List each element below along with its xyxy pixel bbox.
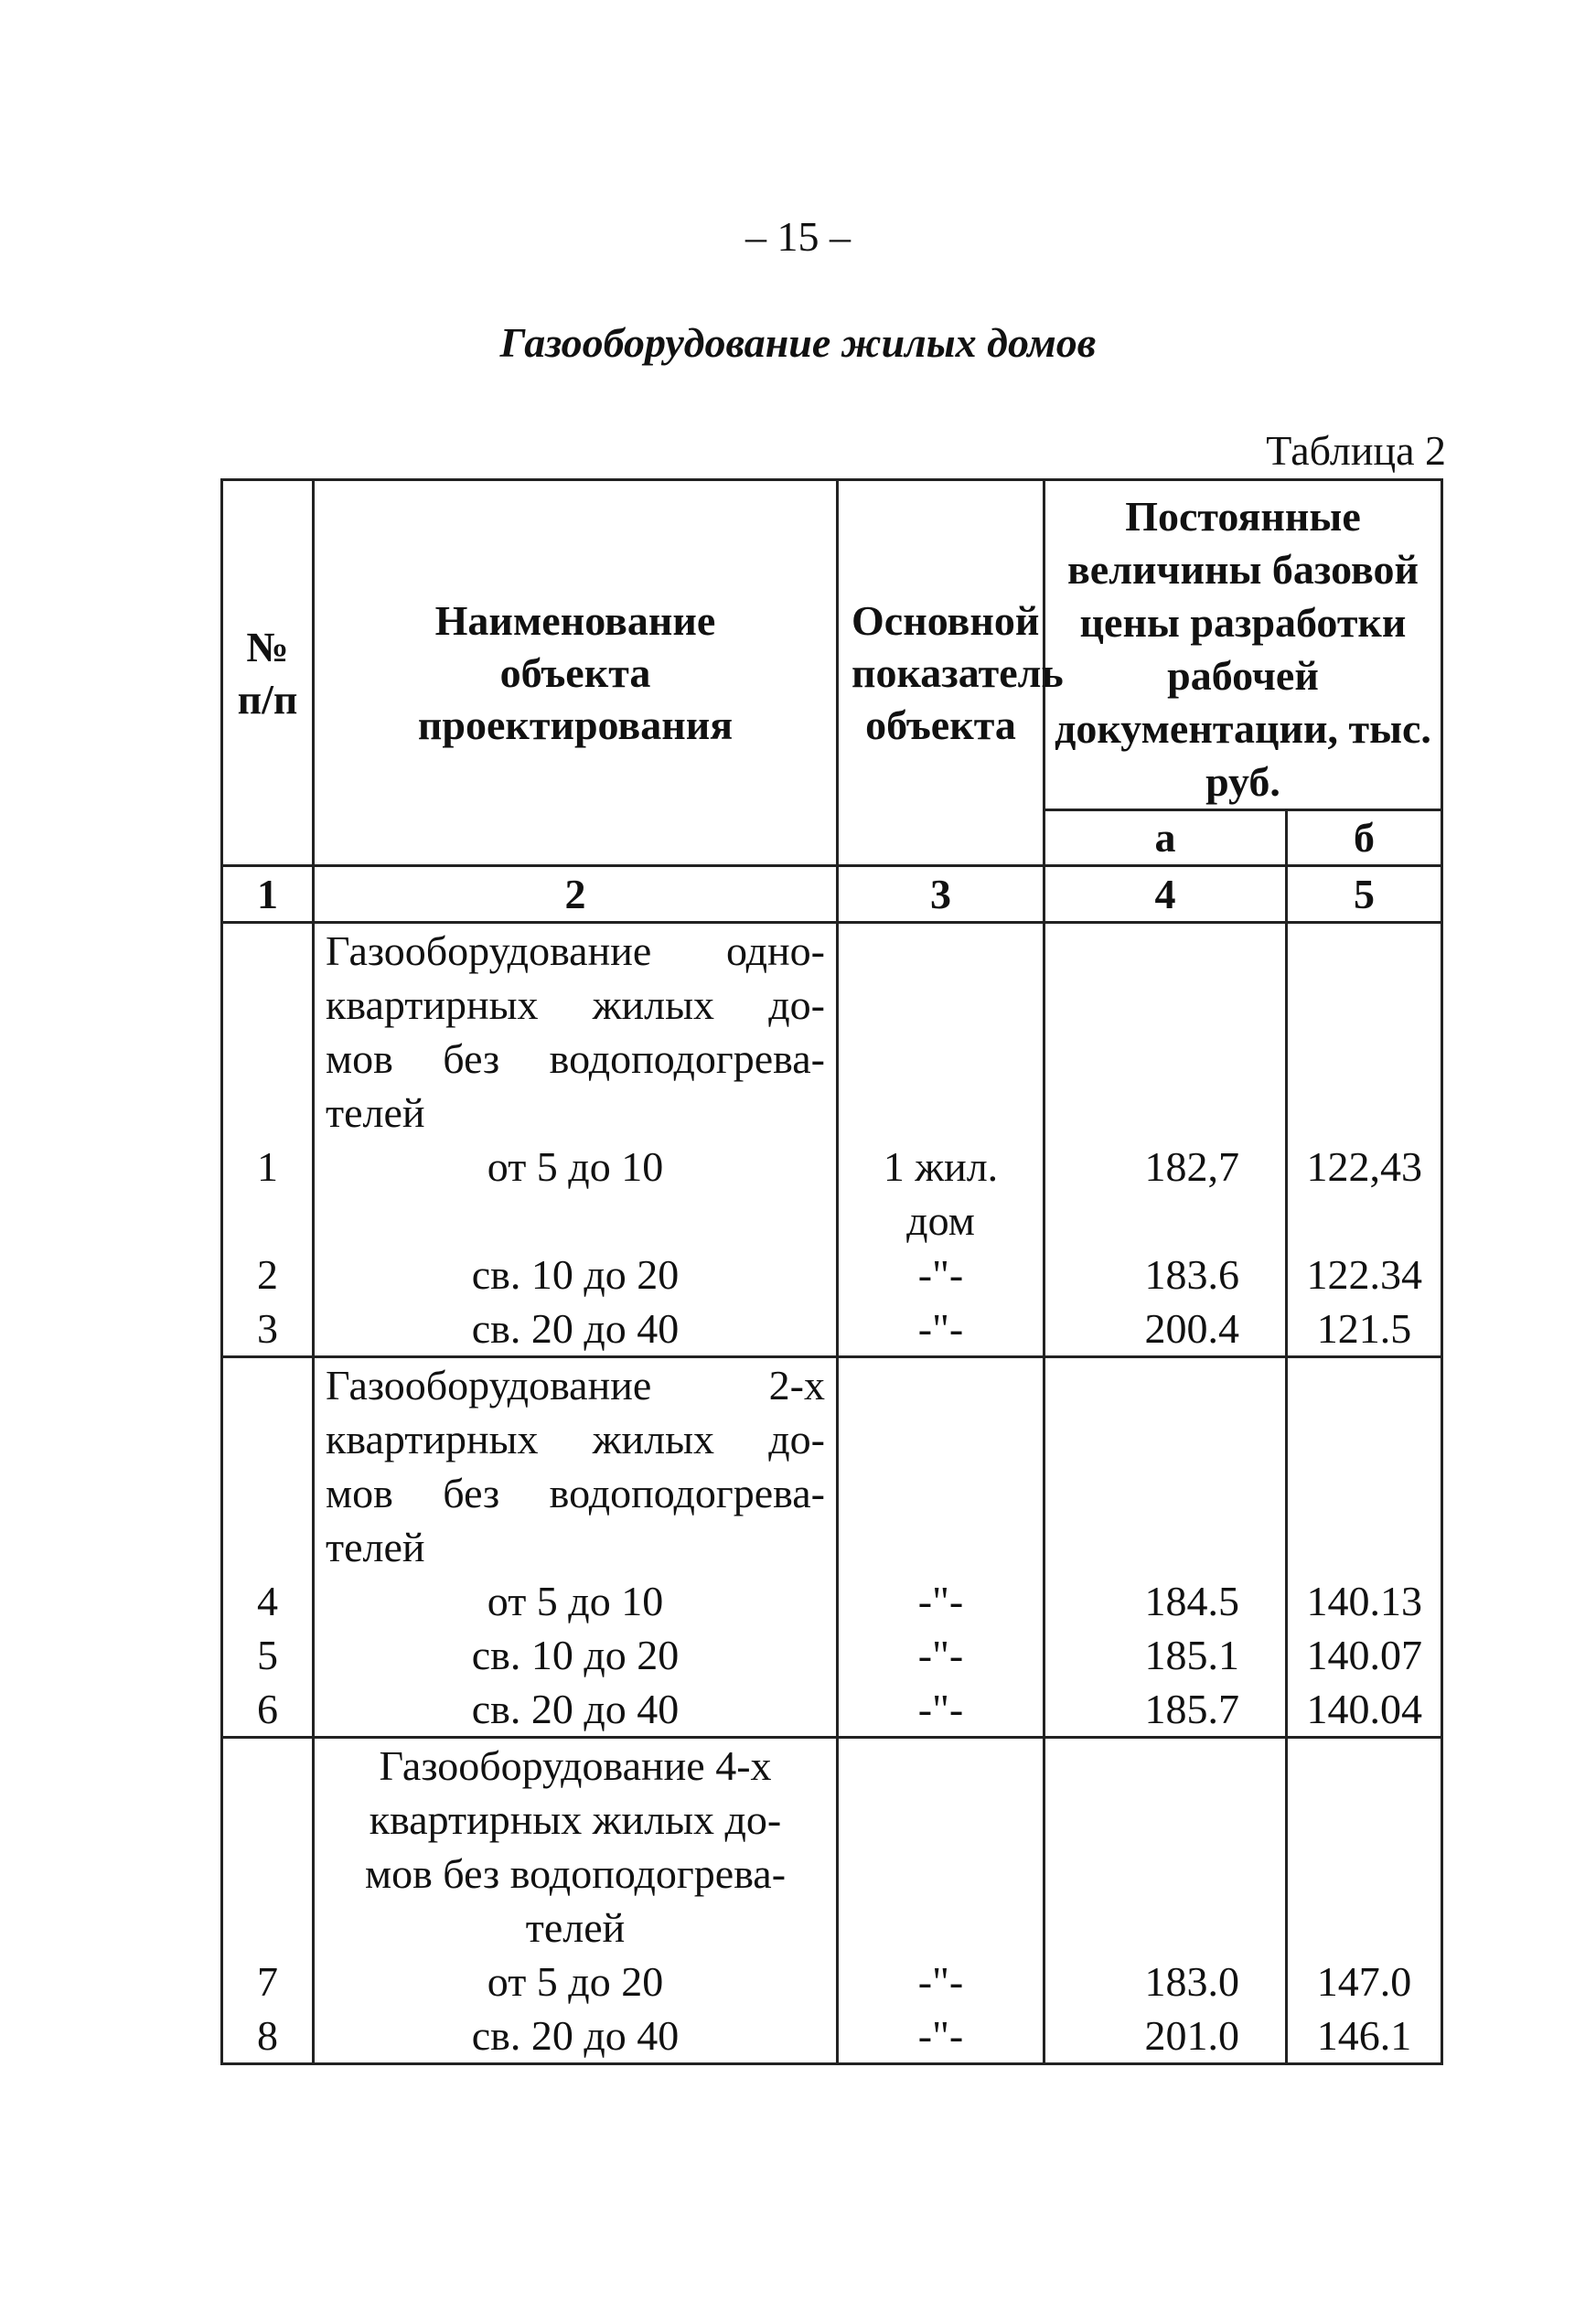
row-name: св. 20 до 40 (314, 1301, 838, 1357)
group-name-line: квартирных жилых до- (314, 978, 838, 1032)
table-row (222, 1248, 1442, 1301)
row-name: св. 10 до 20 (314, 1628, 838, 1682)
table-header (222, 480, 1442, 866)
row-number: 5 (222, 1628, 314, 1682)
row-value-a: 183.0 (1044, 1955, 1287, 2008)
page-number: – 15 – (745, 213, 851, 260)
table-row (222, 1628, 1442, 1682)
group-name-line: мов без водоподогрева- (314, 1466, 838, 1520)
row-indicator: -"- (838, 1682, 1044, 1738)
row-value-b: 121.5 (1287, 1301, 1442, 1357)
row-indicator: -"- (838, 1301, 1044, 1357)
row-number: 1 (222, 1140, 314, 1194)
group-name-line: Газооборудование одно- (314, 923, 838, 979)
group-heading-row (222, 1466, 1442, 1520)
header-sub-b: б (1287, 810, 1442, 866)
row-value-b: 146.1 (1287, 2008, 1442, 2064)
row-value-b: 140.07 (1287, 1628, 1442, 1682)
row-value-a: 184.5 (1044, 1574, 1287, 1628)
row-value-b: 122,43 (1287, 1140, 1442, 1194)
row-value-a: 185.1 (1044, 1628, 1287, 1682)
group-name-line: квартирных жилых до- (314, 1412, 838, 1466)
group-name-line: телей (314, 1901, 838, 1955)
group-heading-row (222, 923, 1442, 979)
group-name-line: мов без водоподогрева- (314, 1032, 838, 1086)
row-value-b: 122.34 (1287, 1248, 1442, 1301)
row-indicator: -"- (838, 2008, 1044, 2064)
row-indicator: -"- (838, 1955, 1044, 2008)
group-name-line: Газооборудование 4-х (314, 1738, 838, 1794)
group-name-line: квартирных жилых до- (314, 1793, 838, 1847)
column-number: 2 (314, 866, 838, 923)
page-title: Газооборудование жилых домов (499, 319, 1097, 366)
row-name: св. 20 до 40 (314, 1682, 838, 1738)
group-heading-row (222, 1520, 1442, 1574)
row-number: 3 (222, 1301, 314, 1357)
row-number: 8 (222, 2008, 314, 2064)
table-row (222, 1140, 1442, 1194)
row-name: от 5 до 20 (314, 1955, 838, 2008)
column-number: 3 (838, 866, 1044, 923)
row-value-a: 183.6 (1044, 1248, 1287, 1301)
group-heading-row (222, 1086, 1442, 1140)
row-value-b: 140.04 (1287, 1682, 1442, 1738)
header-sub-a: а (1044, 810, 1287, 866)
group-heading-row (222, 1793, 1442, 1847)
group-name-line: Газооборудование 2-х (314, 1357, 838, 1413)
group-heading-row (222, 1032, 1442, 1086)
table-row (222, 1955, 1442, 2008)
row-indicator: -"- (838, 1248, 1044, 1301)
column-numbers-row (222, 866, 1442, 923)
column-number: 1 (222, 866, 314, 923)
row-number: 6 (222, 1682, 314, 1738)
row-value-a: 185.7 (1044, 1682, 1287, 1738)
header-price: Постоянные величины базовой цены разработки рабочей документации, тыс. руб. (1044, 480, 1442, 810)
header-name: Наименование объекта проектирования (314, 480, 838, 866)
row-indicator-continuation: дом (838, 1194, 1044, 1248)
table-row (222, 1682, 1442, 1738)
table-row-continuation (222, 1194, 1442, 1248)
row-indicator: -"- (838, 1574, 1044, 1628)
group-heading-row (222, 1357, 1442, 1413)
column-number: 4 (1044, 866, 1287, 923)
row-value-a: 182,7 (1044, 1140, 1287, 1194)
row-number: 2 (222, 1248, 314, 1301)
row-indicator: -"- (838, 1628, 1044, 1682)
row-name: св. 20 до 40 (314, 2008, 838, 2064)
row-number: 7 (222, 1955, 314, 2008)
row-name: от 5 до 10 (314, 1574, 838, 1628)
table-row (222, 2008, 1442, 2064)
row-number: 4 (222, 1574, 314, 1628)
header-number: № п/п (222, 480, 314, 866)
group-heading-row (222, 1738, 1442, 1794)
group-heading-row (222, 978, 1442, 1032)
row-value-b: 147.0 (1287, 1955, 1442, 2008)
table-row (222, 1301, 1442, 1357)
group-name-line: телей (314, 1086, 838, 1140)
group-name-line: телей (314, 1520, 838, 1574)
table-row (222, 1574, 1442, 1628)
row-indicator: 1 жил. (838, 1140, 1044, 1194)
row-name: св. 10 до 20 (314, 1248, 838, 1301)
row-value-b: 140.13 (1287, 1574, 1442, 1628)
group-heading-row (222, 1847, 1442, 1901)
row-name: от 5 до 10 (314, 1140, 838, 1194)
column-number: 5 (1287, 866, 1442, 923)
group-heading-row (222, 1412, 1442, 1466)
group-heading-row (222, 1901, 1442, 1955)
row-value-a: 201.0 (1044, 2008, 1287, 2064)
table-caption: Таблица 2 (1266, 427, 1446, 474)
group-name-line: мов без водоподогрева- (314, 1847, 838, 1901)
data-table (220, 478, 1443, 2065)
header-indicator: Основной показатель объекта (838, 480, 1044, 866)
row-value-a: 200.4 (1044, 1301, 1287, 1357)
